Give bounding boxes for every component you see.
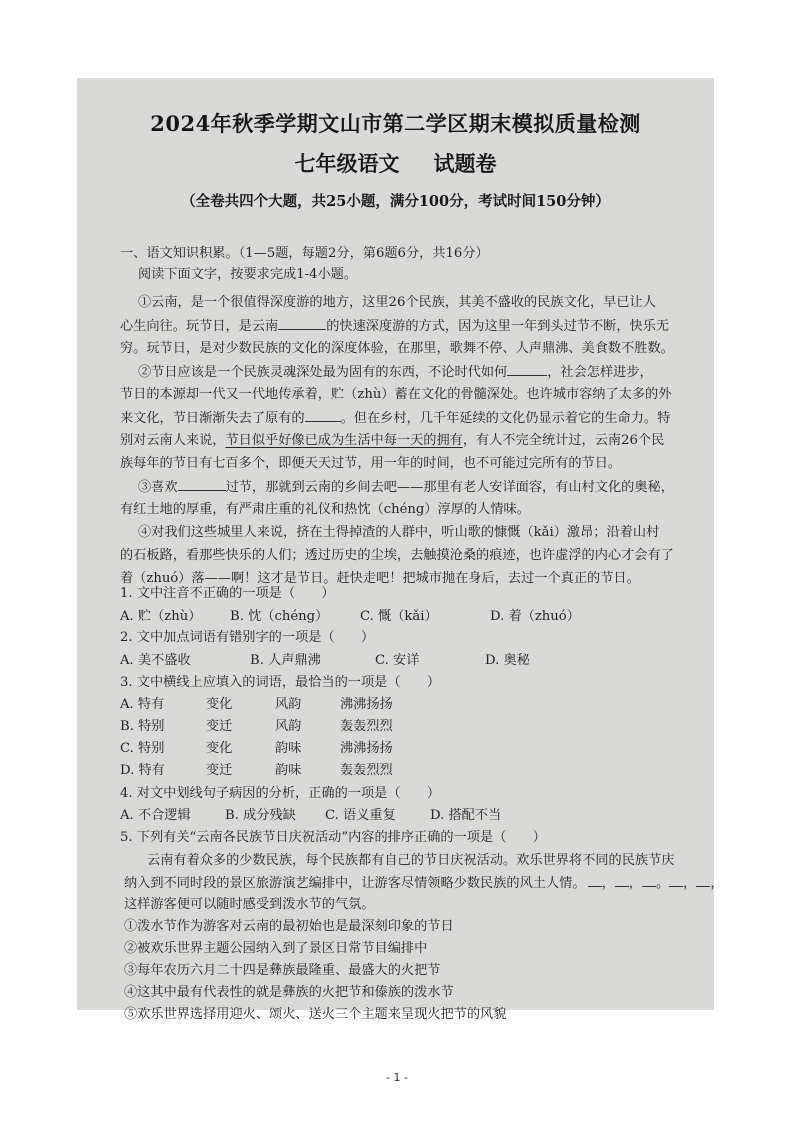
q3-row-d[interactable]: D. 特有 变迁 韵味 轰轰烈烈	[120, 763, 393, 778]
q4-stem: 4. 对文中划线句子病因的分析，正确的一项是（ ）	[120, 786, 441, 801]
fill-blank-4	[178, 478, 226, 491]
reading-instruction: 阅读下面文字，按要求完成1-4小题。	[138, 267, 358, 282]
q2-option-b[interactable]: B. 人声鼎沸	[250, 653, 321, 668]
p4-line3: 着（zhuó）落——啊！这才是节日。赶快走吧！把城市抛在身后，去过一个真正的节日。	[120, 571, 640, 586]
p1-line3: 穷。玩节日，是对少数民族的文化的深度体验，在那里，歌舞不停、人声鼎沸、美食数不胜数。	[120, 341, 674, 356]
q5-item-3: ③每年农历六月二十四是彝族最隆重、最盛大的火把节	[124, 963, 441, 978]
q5-passage-line3: 这样游客便可以随时感受到泼水节的气氛。	[124, 897, 375, 912]
p1-line2: 心生向往。玩节日，是云南 的快速深度游的方式，因为这里一年到头过节不断，快乐无	[120, 319, 670, 334]
fill-blank-2	[507, 363, 547, 376]
grade-subject: 七年级语文	[294, 151, 400, 176]
q3-row-b[interactable]: B. 特别 变迁 风韵 轰轰烈烈	[120, 719, 393, 734]
p2-line4: 别对云南人来说，节日似乎好像已成为生活中每一天的拥有，有人不完全统计过，云南26个民	[120, 433, 665, 448]
q1-stem: 1. 文中注音不正确的一项是（ ）	[120, 586, 335, 601]
q3-stem: 3. 文中横线上应填入的词语，最恰当的一项是（ ）	[120, 675, 441, 690]
exam-subtitle	[77, 148, 714, 178]
q1-option-d[interactable]: D. 着（zhuó）	[490, 609, 580, 624]
q4-option-c[interactable]: C. 语义重复	[325, 808, 396, 823]
exam-sheet	[77, 78, 724, 1022]
exam-note: （全卷共四个大题，共25小题，满分100分，考试时间150分钟）	[181, 193, 610, 210]
q5-item-4: ④这其中最有代表性的就是彝族的火把节和傣族的泼水节	[124, 985, 454, 1000]
q5-item-1: ①泼水节作为游客对云南的最初始也是最深刻印象的节日	[124, 919, 454, 934]
q3-row-a[interactable]: A. 特有 变化 风韵 沸沸扬扬	[120, 697, 393, 712]
paper-type: 试题卷	[433, 151, 497, 176]
q4-option-d[interactable]: D. 搭配不当	[430, 808, 502, 823]
exam-title: 2024年秋季学期文山市第二学区期末模拟质量检测	[150, 111, 641, 136]
q1-options	[120, 608, 680, 626]
q5-passage-line2: 纳入到不同时段的景区旅游演艺编排中，让游客尽情领略少数民族的风土人情。 ， ， 。 ， ，	[124, 876, 724, 891]
q5-item-2: ②被欢乐世界主题公园纳入到了景区日常节目编排中	[124, 941, 428, 956]
q2-option-c[interactable]: C. 安详	[375, 653, 420, 668]
q2-stem: 2. 文中加点词语有错别字的一项是（ ）	[120, 630, 375, 645]
p2-line3: 来文化，节日渐渐失去了原有的 。但在乡村，几千年延续的文化仍显示着它的生命力。特	[120, 411, 671, 426]
p3-line2: 有红土地的厚重，有严肃庄重的礼仪和热忱（chéng）淳厚的人情味。	[120, 502, 530, 517]
p2-line5: 族每年的节日有七百多个，即便天天过节，用一年的时间，也不可能过完所有的节日。	[120, 456, 622, 471]
q3-row-c[interactable]: C. 特别 变化 韵味 沸沸扬扬	[120, 741, 393, 756]
p3-line1: ③喜欢 过节，那就到云南的乡间去吧——那里有老人安详面容，有山村文化的奥秘，	[138, 480, 674, 495]
q1-option-a[interactable]: A. 贮（zhù）	[120, 609, 202, 624]
section-heading: 一、语文知识积累。（1—5题，每题2分，第6题6分，共16分）	[120, 246, 489, 261]
q1-option-c[interactable]: C. 慨（kǎi）	[360, 609, 438, 624]
q4-option-b[interactable]: B. 成分残缺	[225, 808, 296, 823]
q1-option-b[interactable]: B. 忱（chéng）	[230, 609, 329, 624]
q4-options	[120, 807, 680, 825]
q4-option-a[interactable]: A. 不合逻辑	[120, 808, 191, 823]
q2-option-a[interactable]: A. 美不盛收	[120, 653, 191, 668]
page-number: - 1 -	[386, 1071, 408, 1084]
p4-line2: 的石板路，看那些快乐的人们；透过历史的尘埃，去触摸沧桑的痕迹，也许虚浮的内心才会有了	[120, 548, 674, 563]
q5-passage-line1: 云南有着众多的少数民族，每个民族都有自己的节日庆祝活动。欢乐世界将不同的民族节庆	[147, 853, 675, 868]
p1-line1: ①云南，是一个很值得深度游的地方，这里26个民族，其美不盛收的民族文化，早已让人	[138, 295, 656, 310]
fill-blank-1	[278, 317, 326, 330]
p2-line2: 节日的本源却一代又一代地传承着，贮（zhù）蓄在文化的骨髓深处。也许城市容纳了太多的外	[120, 387, 672, 402]
fill-blank-3	[305, 409, 341, 422]
underlined-sentence: 节日似乎好像已成为生活中每一天的拥有	[225, 433, 463, 448]
p4-line1: ④对我们这些城里人来说，挤在土得掉渣的人群中，听山歌的慷慨（kǎi）激昂；沿着山村	[138, 525, 660, 540]
p2-line1: ②节日应该是一个民族灵魂深处最为固有的东西，不论时代如何 ，社会怎样进步，	[138, 365, 653, 380]
q2-options	[120, 652, 680, 670]
q2-option-d[interactable]: D. 奥秘	[485, 653, 530, 668]
q5-stem: 5. 下列有关“云南各民族节日庆祝活动”内容的排序正确的一项是（ ）	[120, 830, 546, 845]
q5-item-5: ⑤欢乐世界选择用迎火、颂火、送火三个主题来呈现火把节的风貌	[124, 1007, 507, 1022]
